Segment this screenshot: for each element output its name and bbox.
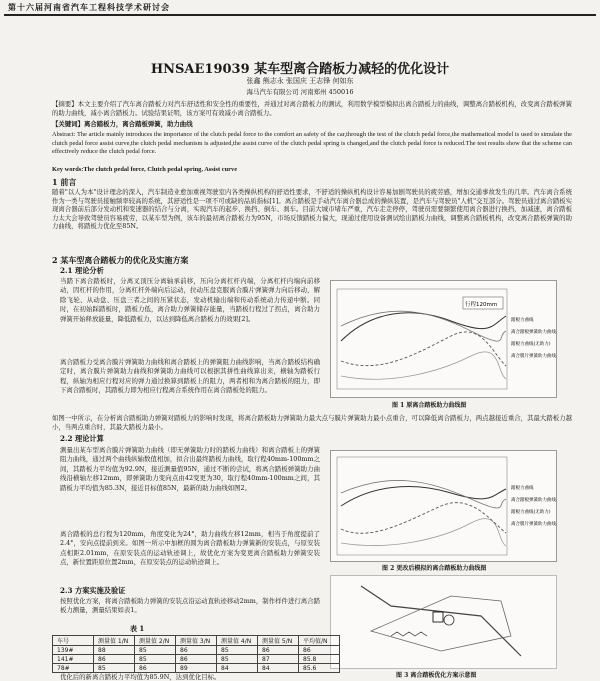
figure-3-old-mount (444, 615, 454, 625)
table-cell: 86 (176, 646, 217, 655)
figure-3-bracket (371, 596, 511, 651)
section-2-heading: 2 某车型离合踏板力的优化及实施方案 (52, 255, 189, 265)
table-cell: 84 (258, 664, 299, 673)
figure-3-spring (391, 632, 427, 636)
figure-3-caption: 图 3 离合踏板优化方案示意图 (396, 672, 477, 679)
subsection-2-1-text: 当踏下离合踏板时，分离叉顶压分离轴承前移，压向分离杠杆内端，分离杠杆内端向前移动，因杠杆的作用，分离杠杆外端向后运动，拉动压盘克服离合膜片弹簧弹力向后移动，解除飞轮、从动盘、压盘三者之间的压紧状态，发动机输出端和传动系统动力传递中断。同时，在初始踩踏板时，踏板力低，离合助力弹簧储存能量，当踏板行程过了拐点，离合助力弹簧开始释放能量，降低踏板力，以达到降低离合踏板力的效果[2]。 (60, 277, 320, 323)
figure-1-curves (331, 281, 556, 397)
abstract-cn: 【摘要】本文主要介绍了汽车离合踏板力对汽车舒适性和安全性的重要性，并通过对离合踏板力的测试，利用数学模型模拟出离合踏板力的曲线，调整离合踏板机构，改变离合踏板弹簧的助力曲线，减小离合踏板力。试验结果证明，该方案可有效减小离合踏板力。 (52, 100, 572, 117)
subsection-2-1-text3: 如图一中所示，在分析离合踏板助力弹簧对踏板力的影响时发现，将离合踏板助力弹簧助力最大点与膜片弹簧助力最小点重合，可以降低离合踏板力，两点越接近重合，其最大踏板力越小，当两点重合时，其最大踏板力最小。 (52, 414, 572, 431)
keywords-cn: 【关键词】离合踏板力，离合踏板弹簧，助力曲线 (52, 120, 193, 128)
subsection-2-1-heading: 2.1 理论分析 (60, 266, 104, 275)
table-header-row (53, 636, 340, 646)
figure-2-caption: 图 2 更改后模拟的离合踏板助力曲线图 (382, 565, 487, 572)
table-header-cell: 测量值 4/N (217, 636, 258, 646)
table-cell: 85 (217, 646, 258, 655)
footer-text: 优化后的新离合踏板力平均值为85.9N，达到优化目标。 (60, 673, 221, 681)
subsection-2-2-text: 测量出某车型离合膜片弹簧助力曲线（即无弹簧助力时的踏板力曲线）和离合踏板上的弹簧阻力曲线，通过两个曲线纵轴数值相加，拟合出最终踏板力曲线，取行程40mm-100mm之间，其踏板力平均值为92.9N，接近测量值95N，通过不断的尝试，将离合踏板弹簧助力曲线沿横轴左移12mm，即弹簧助力变向点由42变更为30，取行程40mm-100mm之间，其踏板力平均值为85.3N，接近目标值85N，最新的助力曲线如图2。 (60, 446, 320, 492)
header-rule (4, 14, 596, 16)
abstract-en: Abstract: The article mainly introduces the importance of the clutch pedal force to the comfort an safety of the car,through the test of the clutch pedal force,the mathematical model is used to simulate the clutch pedal force assist curve,the clutch pedal mechanism is adjusted,the assist curve of the clutch pedal spring is changed,and the clutch pedal force is reduced.The test results show that the scheme can effectively reduce the clutch pedal force. (52, 131, 572, 156)
figure-2-legend-4: 离合膜片弹簧助力曲线 (511, 522, 556, 527)
table-cell: 89 (176, 664, 217, 673)
table-header-cell: 测量值 5/N (258, 636, 299, 646)
table-cell: 85 (94, 664, 135, 673)
figure-1-label-text: 行程120mm (465, 302, 498, 308)
table-header-cell: 车号 (53, 636, 94, 646)
figure-1-legend-1: 踏板力曲线 (511, 318, 534, 323)
table-cell: 141# (53, 655, 94, 664)
subsection-2-2-text2: 离合踏板的总行程为120mm，角度变化为24°，助力曲线左移12mm，相当于角度提前了2.4°，安向点提前到来。如图一所示中加框的圆为离合踏板助力弹簧新的安装点，与原安装点相距2.01mm，在原安装点的运动轨迹调上，故优化方案为变更离合踏板助力弹簧安装点，新位置距原位置2mm，在原安装点的运动轨迹调上。 (60, 530, 320, 567)
figure-3-new-mount-box (433, 612, 443, 622)
results-table (52, 635, 340, 673)
subsection-2-2-heading: 2.2 理论计算 (60, 434, 104, 443)
figure-2-legend-1: 踏板力曲线 (511, 486, 534, 491)
figure-1-curve-pedal (341, 313, 506, 341)
figure-3-pedal-arm (361, 586, 521, 656)
table-cell: 87 (258, 655, 299, 664)
figure-3 (330, 575, 557, 669)
table-cell: 84 (217, 664, 258, 673)
table-row (53, 655, 340, 664)
table-cell: 85.8 (299, 655, 340, 664)
table-row (53, 646, 340, 655)
table-caption: 表 1 (130, 624, 145, 633)
figure-2-legend-2: 离合踏板弹簧助力曲线 (511, 498, 556, 503)
figure-1-curve-spring (341, 332, 506, 366)
figure-1-legend-4: 离合膜片弹簧助力曲线 (511, 354, 556, 359)
table-header-cell: 平均值/N (299, 636, 340, 646)
table-cell: 85 (135, 646, 176, 655)
table-cell: 85 (135, 655, 176, 664)
table-cell: 86 (176, 655, 217, 664)
section-1-heading: 1 前言 (52, 177, 77, 187)
figure-3-mechanism (331, 576, 556, 668)
figure-2-curve-diaphragm (341, 519, 506, 546)
figure-2 (330, 450, 557, 562)
authors: 张鑫 熊志永 张国庆 王志锋 何如东 (246, 77, 354, 85)
subsection-2-3-text: 按照优化方案，将离合踏板助力弹簧的安装点沿运动直轨迹移动2mm，制作样件进行离合踏板力测量，测量结果如表1。 (60, 597, 320, 615)
figure-1-curve-noassist (341, 311, 506, 341)
section-1-text: 随着"以人为本"设计理念的深入，汽车制造业愈加重视驾驶室内各类操纵机构的舒适性要求，不舒适的操纵机构设计容易加剧驾驶员的疲劳感，增加交通事故发生的几率。汽车离合系统作为一类与驾驶员接触频率较高的系统，其舒适性是一项不可或缺的品质指标[1]。离合踏板是手动汽车离合器总成的操纵装置，是汽车与驾驶员"人机"交互部分。驾驶员通过离合踏板实现离合器前后部分发动机和变速器的结合与分离，实现汽车的起步、换挡、倒车、刹车。目前大城市堵车严重，汽车走走停停，驾驶员需要频繁使用离合器进行换挡、加减速，离合踏板力太大会导致驾驶员容易疲劳，以某车型为例，该车的最初离合踏板力为95N，市场反馈踏板力偏大，现通过使用设备测试绘出踏板力曲线，调整离合踏板机构，改变离合踏板弹簧的助力曲线，将踏板力优化至85N。 (52, 188, 572, 231)
table-cell: 85 (217, 655, 258, 664)
table-cell: 86 (94, 655, 135, 664)
table-cell: 85.6 (299, 664, 340, 673)
affiliation: 海马汽车有限公司 河南郑州 450016 (246, 88, 354, 96)
figure-2-curve-spring (341, 503, 506, 534)
figure-2-curve-noassist (341, 480, 506, 508)
figure-2-legend-3: 踏板力曲线(无助力) (511, 510, 551, 515)
figure-1-caption: 图 1 原离合踏板助力曲线图 (392, 402, 467, 409)
page-header: 第十六届河南省汽车工程科技学术研讨会 (8, 2, 170, 12)
table-cell: 139# (53, 646, 94, 655)
subsection-2-1-text2: 离合踏板力受离合膜片弹簧助力曲线和离合踏板上的弹簧阻力曲线影响，当离合踏板结构确定时，离合膜片弹簧助力曲线和弹簧助力曲线可以根据其拼性曲线算出来，横轴为踏板行程，纵轴为相应行程对应的弹力通过换算到踏板上的阻力，两者相和为离合踏板的阻力，即下离合踏板时，其踏板力即为相应行程离合系统作用在离合踏板处的阻力。 (60, 358, 320, 395)
figure-1-legend-3: 踏板力曲线(无助力) (511, 342, 551, 347)
figure-1-legend-2: 离合踏板弹簧助力曲线 (511, 330, 556, 335)
table-cell: 78# (53, 664, 94, 673)
figure-2-curves (331, 451, 556, 561)
table-cell: 86 (135, 664, 176, 673)
table-header-cell: 测量值 3/N (176, 636, 217, 646)
paper-title: HNSAE19039 某车型离合踏板力减轻的优化设计 (150, 62, 450, 77)
subsection-2-3-heading: 2.3 方案实施及验证 (60, 586, 126, 595)
table-cell: 86 (258, 646, 299, 655)
keywords-en: Key words:The clutch pedal force, Clutch pedal spring, Assist curve (52, 166, 238, 173)
table-header-cell: 测量值 2/N (135, 636, 176, 646)
table-header-cell: 测量值 1/N (94, 636, 135, 646)
table-cell: 86 (299, 646, 340, 655)
table-cell: 88 (94, 646, 135, 655)
figure-1 (330, 280, 557, 398)
